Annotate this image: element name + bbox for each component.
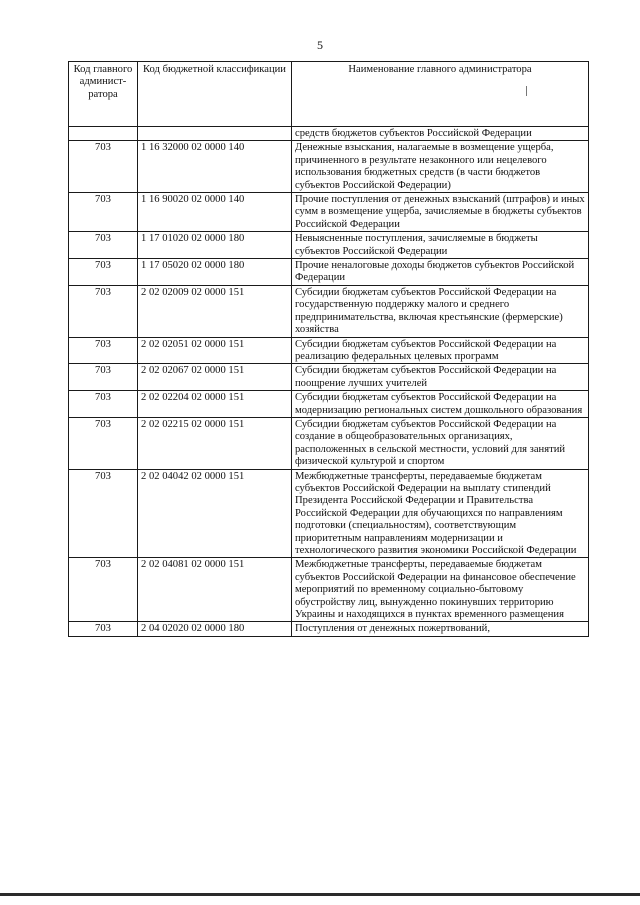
- page-number: 5: [317, 38, 323, 52]
- kbk-code-cell: 2 02 04081 02 0000 151: [138, 558, 292, 622]
- kbk-code-cell: 2 02 02051 02 0000 151: [138, 337, 292, 364]
- table-row: [69, 232, 589, 259]
- table-row: [69, 417, 589, 469]
- admin-name-cell: Прочие неналоговые доходы бюджетов субъектов Российской Федерации: [292, 259, 589, 286]
- table-row: [69, 622, 589, 636]
- admin-code-cell: 703: [69, 469, 138, 558]
- kbk-code-cell: 2 02 02204 02 0000 151: [138, 391, 292, 418]
- table-row: [69, 337, 589, 364]
- admin-name-cell: средств бюджетов субъектов Российской Федерации: [292, 127, 589, 141]
- kbk-code-cell: 2 02 02009 02 0000 151: [138, 285, 292, 337]
- admin-name-cell: Поступления от денежных пожертвований,: [292, 622, 589, 636]
- table-row: [69, 127, 589, 141]
- kbk-code-cell: 1 16 32000 02 0000 140: [138, 141, 292, 193]
- table-body: [69, 127, 589, 637]
- admin-name-cell: Субсидии бюджетам субъектов Российской Федерации на реализацию федеральных целевых программ: [292, 337, 589, 364]
- budget-classification-table: [68, 61, 589, 637]
- admin-name-cell: Субсидии бюджетам субъектов Российской Федерации на создание в общеобразовательных организациях, расположенных в сельской местности, условий для занятий физической культурой и спортом: [292, 417, 589, 469]
- table-row: [69, 391, 589, 418]
- table-row: [69, 558, 589, 622]
- kbk-code-cell: 2 02 02067 02 0000 151: [138, 364, 292, 391]
- admin-code-cell: [69, 127, 138, 141]
- admin-code-cell: 703: [69, 337, 138, 364]
- table-row: [69, 141, 589, 193]
- admin-name-cell: Субсидии бюджетам субъектов Российской Федерации на поощрение лучших учителей: [292, 364, 589, 391]
- kbk-code-cell: [138, 127, 292, 141]
- admin-code-cell: 703: [69, 558, 138, 622]
- kbk-code-cell: 2 02 02215 02 0000 151: [138, 417, 292, 469]
- admin-code-cell: 703: [69, 285, 138, 337]
- table-row: [69, 285, 589, 337]
- admin-code-cell: 703: [69, 417, 138, 469]
- admin-name-cell: Невыясненные поступления, зачисляемые в бюджеты субъектов Российской Федерации: [292, 232, 589, 259]
- admin-code-cell: 703: [69, 391, 138, 418]
- kbk-code-cell: 1 17 01020 02 0000 180: [138, 232, 292, 259]
- header-admin-name: Наименование главного администратора: [292, 62, 589, 127]
- admin-name-cell: Межбюджетные трансферты, передаваемые бюджетам субъектов Российской Федерации на выплату стипендий Президента Российской Федерации и Правительства Российской Федерации для обучающихся по направлениям подготовки (специальностям), соответствующим приоритетным направлениям модернизации и технологического развития экономики Российской Федерации: [292, 469, 589, 558]
- admin-name-cell: Субсидии бюджетам субъектов Российской Федерации на государственную поддержку малого и среднего предпринимательства, включая крестьянские (фермерские) хозяйства: [292, 285, 589, 337]
- admin-code-cell: 703: [69, 259, 138, 286]
- header-kbk-code: Код бюджетной классификации: [138, 62, 292, 127]
- kbk-code-cell: 1 16 90020 02 0000 140: [138, 193, 292, 232]
- table-header-row: [69, 62, 589, 127]
- kbk-code-cell: 2 04 02020 02 0000 180: [138, 622, 292, 636]
- table-row: [69, 469, 589, 558]
- kbk-code-cell: 1 17 05020 02 0000 180: [138, 259, 292, 286]
- admin-code-cell: 703: [69, 232, 138, 259]
- admin-name-cell: Денежные взыскания, налагаемые в возмещение ущерба, причиненного в результате незаконного или нецелевого использования бюджетных средств (в части бюджетов субъектов Российской Федерации): [292, 141, 589, 193]
- table-row: [69, 193, 589, 232]
- admin-name-cell: Субсидии бюджетам субъектов Российской Федерации на модернизацию региональных систем дошкольного образования: [292, 391, 589, 418]
- table-row: [69, 259, 589, 286]
- admin-code-cell: 703: [69, 141, 138, 193]
- admin-code-cell: 703: [69, 364, 138, 391]
- table-row: [69, 364, 589, 391]
- admin-name-cell: Межбюджетные трансферты, передаваемые бюджетам субъектов Российской Федерации на финансовое обеспечение мероприятий по временному социально-бытовому обустройству лиц, вынужденно покинувших территорию Украины и находящихся в пунктах временного размещения: [292, 558, 589, 622]
- kbk-code-cell: 2 02 04042 02 0000 151: [138, 469, 292, 558]
- admin-code-cell: 703: [69, 193, 138, 232]
- header-admin-code: Код главного админист-ратора: [69, 62, 138, 127]
- admin-name-cell: Прочие поступления от денежных взысканий (штрафов) и иных сумм в возмещение ущерба, зачисляемые в бюджеты субъектов Российской Федерации: [292, 193, 589, 232]
- bottom-scan-border: [0, 893, 640, 896]
- admin-code-cell: 703: [69, 622, 138, 636]
